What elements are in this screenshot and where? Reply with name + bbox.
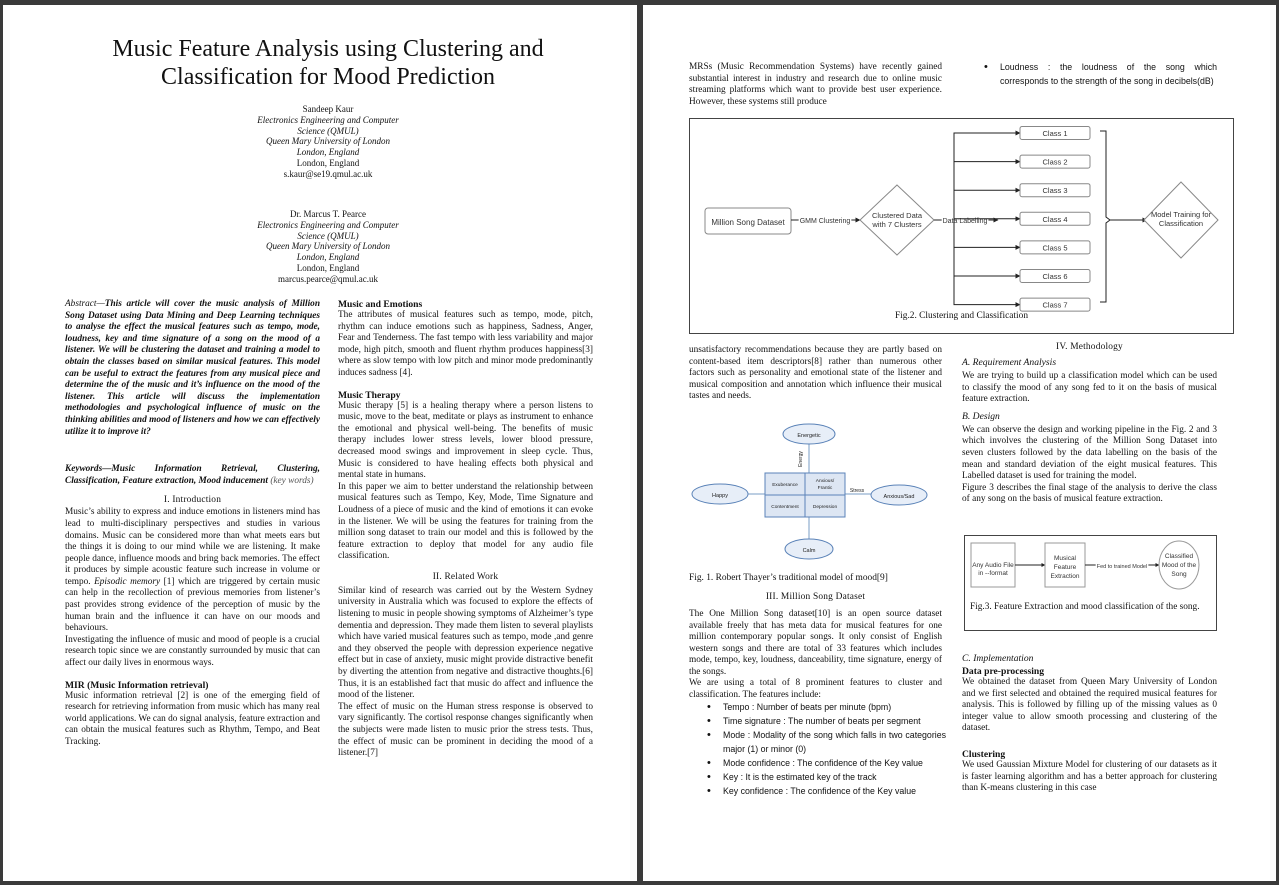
abstract-text: This article will cover the music analysis of Million Song Dataset using Data Mining and Deep Learning techniques to analyse the effect the musical features such as tempo, mode, loudness, key and time signature of a song on the mood of a listener. We will be clustering the dataset and training a model to obtain the classes based on similar musical features. This model can be useful to extract the features from any musical piece and determine the of the music and it’s influence on the mood of the listener. This article will discuss the implementation methodologies and psychological influence of music on the thinking abilities and mood of listeners and how we can effectively utilize it to improve it? xyxy=(65,299,320,437)
page-2 xyxy=(643,5,1276,881)
unsatisfactory-paragraph: unsatisfactory recommendations because they are partly based on content-based item descriptors[8] rather than numerous other factors such as personality and emotional state of the listener and musical composition and annotation which influence their musical tastes and needs. xyxy=(689,345,942,402)
design-paragraph: We can observe the design and working pipeline in the Fig. 2 and 3 which involves the clustering of the Million Song Dataset into seven clusters followed by the data labelling on the basis of the mean and standard deviation of the eight musical features. This Labelled dataset is used for training the model. xyxy=(962,424,1217,482)
fig2-class-label: Class 6 xyxy=(1042,272,1068,281)
feature-item: • Time signature : The number of beats per segment xyxy=(703,714,946,728)
msd-paragraph: The One Million Song dataset[10] is an open source dataset available freely that has meta data for musical features for one million contemporary popular songs. It only consist of English western songs and there are total of 33 features which includes mode, tempo, key, loudness, danceability, time signature, energy of the songs. xyxy=(689,609,942,677)
fig2-cluster-label: Clustered Data xyxy=(871,211,923,220)
loudness-list xyxy=(980,61,1217,88)
fig1-axis-stress: Stress xyxy=(849,488,865,494)
author-block-2 xyxy=(228,209,428,285)
author-name: Dr. Marcus T. Pearce xyxy=(290,209,366,219)
subheading-implementation: C. Implementation xyxy=(962,653,1034,664)
requirement-paragraph: We are trying to build up a classification model which can be used to classify the mood of any song fed to it on the basis of musical feature extraction. xyxy=(962,371,1217,405)
section-heading-introduction: I. Introduction xyxy=(163,495,222,506)
fig3-output-label: Mood of the xyxy=(1161,562,1197,569)
author-email: s.kaur@se19.qmul.ac.uk xyxy=(283,168,373,179)
author-email: marcus.pearce@qmul.ac.uk xyxy=(278,273,378,284)
feature-item: • Mode confidence : The confidence of the Key value xyxy=(703,756,946,770)
author-block-1 xyxy=(228,104,428,180)
fig3-middle-label: Extraction xyxy=(1050,573,1080,580)
fig3-output-label: Classified xyxy=(1164,553,1194,560)
figure-2 xyxy=(689,118,1234,334)
feature-item-loudness: • Loudness : the loudness of the song which corresponds to the strength of the song in decibels(dB) xyxy=(980,61,1217,88)
fig2-class-fan xyxy=(954,127,1090,312)
author-affiliation: London, England xyxy=(296,252,360,263)
intro-text-cont: [1] which are triggered by certain music can help in the recollection of previous memories from listener’s past provides strong evidence of the perception of music by the human brain and the influence it can have on our moods and behaviours. xyxy=(65,576,321,634)
fig2-class-edge xyxy=(954,190,1020,220)
related-paragraph-2: The effect of music on the Human stress response is observed to vary significantly. The cortisol response changes significantly when the subjects were made listen to music prior the stress tests. Thus, the effect of music can be prominent in deciding the mood of a listener.[7] xyxy=(338,701,593,759)
fig2-caption: Fig.2. Clustering and Classification xyxy=(894,311,1029,321)
fig2-cluster-label: with 7 Clusters xyxy=(872,220,922,229)
intro-paragraph-2: Investigating the influence of music and mood of people is a crucial research topic since we are constantly surrounded by music that can affect our daily lives in enormous ways. xyxy=(65,634,320,669)
fig3-input-label: in --format xyxy=(978,570,1008,577)
design-paragraph-2: Figure 3 describes the final stage of the analysis to derive the class of any song on the basis of musical feature extraction. xyxy=(962,482,1217,505)
fig3-output-label: Song xyxy=(1171,571,1187,578)
mir-paragraph: Music information retrieval [2] is one of the emerging field of research for retrieving information from music which has many real world applications. We can do signal analysis, feature extraction and can obtain the musical features such as Rhythm, Tempo, and Beat Tracking. xyxy=(65,690,320,747)
intro-paragraph xyxy=(65,507,320,635)
fig1-label-anxious-sad: Anxious/Sad xyxy=(883,494,915,500)
fig1-label-energetic: Energetic xyxy=(797,433,821,439)
fig2-brace xyxy=(1100,131,1110,302)
fig2-class-label: Class 5 xyxy=(1042,243,1068,253)
figure-3 xyxy=(964,535,1217,631)
section-heading-msd: III. Million Song Dataset xyxy=(765,592,866,602)
feature-item: • Mode : Modality of the song which falls in two categories major (1) or minor (0) xyxy=(703,728,946,756)
section-heading-related-work: II. Related Work xyxy=(432,571,499,582)
author-location: London, England xyxy=(296,157,360,168)
fig1-diagram xyxy=(689,413,944,563)
msd-paragraph-2: We are using a total of 8 prominent features to cluster and classification. The features include: xyxy=(689,678,942,700)
fig3-diagram xyxy=(965,536,1216,598)
fig1-label-depression: Depression xyxy=(812,505,838,510)
therapy-paragraph: Music therapy [5] is a healing therapy where a person listens to music, move to the beat, meditate or plays as instrument to enhance the emotional and physical well-being. The benefits of music therapy includes lower stress levels, lower blood pressure, decreased mood swings and improvement in sleep cycle. Thus, Music is considered to have healing effects both physical and mental state in humans. xyxy=(338,400,593,481)
author-location: London, England xyxy=(296,262,360,273)
mrs-paragraph: MRSs (Music Recommendation Systems) have recently gained substantial interest in industry and research due to online music streaming platforms which want to provide best user experience. However, these systems still produce xyxy=(689,62,942,107)
author-affiliation: Science (QMUL) xyxy=(297,230,359,241)
feature-item: • Key : It is the estimated key of the track xyxy=(703,770,946,784)
fig2-diagram xyxy=(690,119,1233,333)
fig2-target-label: Classification xyxy=(1158,219,1204,228)
intro-text: Music’s ability to express and induce emotions in listeners mind has lead to multi-disciplinary perspectives and studies in various domains. Music can be considered more than what meets ears but the things it is doing to our mind while we are listening. It make people dance, influence moods and bring back memories. The effect it produces by simple acoustic feature such increase in volume or tempo. xyxy=(65,507,320,587)
fig1-axis-energy: Energy xyxy=(798,451,804,467)
section-heading-methodology: IV. Methodology xyxy=(1056,342,1123,352)
fig2-class-label: Class 3 xyxy=(1042,186,1068,196)
subheading-mir: MIR (Music Information retrieval) xyxy=(65,679,209,691)
fig2-edge-label: GMM Clustering xyxy=(799,218,851,225)
fig2-source-label: Million Song Dataset xyxy=(711,218,785,227)
subheading-design: B. Design xyxy=(962,410,1000,422)
fig1-label-frantic: Frantic xyxy=(817,486,833,491)
emotions-paragraph: The attributes of musical features such as tempo, mode, pitch, rhythm can induce emotions such as happiness, Sadness, Anger, Fear and Tenderness. The fast tempo with less variability and major mode, high pitch, smooth and fluent rhythm produces happiness[3] where as slow tempo with low pitch and minor mode predominantly induces sadness [4]. xyxy=(338,310,593,378)
right-column-3 xyxy=(962,653,1217,795)
abstract xyxy=(65,299,320,438)
author-affiliation: Electronics Engineering and Computer xyxy=(257,114,399,125)
therapy-paragraph-2: In this paper we aim to better understand the relationship between musical features such as Tempo, Key, Mode, Time Signature and Loudness of a piece of music and the kind of emotions it can evoke in the listener. We will be using the features for training from the million song dataset to train our model and this is followed by the feature extraction to deploy that model for any audio file classification. xyxy=(338,481,593,562)
right-column-2 xyxy=(962,342,1217,506)
keywords-tail: (key words) xyxy=(270,475,314,486)
fig1-caption: Fig. 1. Robert Thayer’s traditional model of mood[9] xyxy=(689,573,888,583)
page-1 xyxy=(3,5,637,881)
author-affiliation: Science (QMUL) xyxy=(297,125,359,136)
author-affiliation: Electronics Engineering and Computer xyxy=(257,219,399,230)
subheading-clustering: Clustering xyxy=(962,748,1006,760)
preprocessing-paragraph: We obtained the dataset from Queen Mary University of London and we first selected and obtained the required musical features for analysis. This is followed by filling up of the missing values as 0 integer value to allow smooth processing and clustering of the dataset. xyxy=(962,677,1217,734)
fig3-middle-label: Feature xyxy=(1053,564,1077,571)
intro-emphasis: Episodic memory xyxy=(94,576,161,587)
figure-1 xyxy=(689,413,944,583)
fig3-caption: Fig.3. Feature Extraction and mood classification of the song. xyxy=(970,602,1200,612)
fig2-class-label: Class 4 xyxy=(1042,214,1068,224)
feature-item: • Tempo : Number of beats per minute (bpm) xyxy=(703,700,946,714)
author-affiliation: Queen Mary University of London xyxy=(266,241,390,252)
feature-item: • Key confidence : The confidence of the Key value xyxy=(703,784,946,798)
fig3-input-label: Any Audio File xyxy=(972,562,1014,569)
related-paragraph: Similar kind of research was carried out by the Western Sydney university in Australia which was focused to explore the effects of listening to music in people showing symptoms of Alzheimer’s type dementia and depression. They made them listen to several playlists which have varied musical features such as tempo, mode ,and genre and they observed the people with depression experience negative effect but in case of anxiety, music might provide distractive benefit by diverting the attention from negative and distractive thoughts.[6] Thus, it is an established fact that music do affect and influence the mood of the listener. xyxy=(338,585,593,701)
fig1-label-happy: Happy xyxy=(712,493,728,499)
fig2-class-edge xyxy=(954,220,1020,305)
fig2-class-edge xyxy=(954,133,1020,220)
subheading-requirement: A. Requirement Analysis xyxy=(962,357,1057,368)
author-name: Sandeep Kaur xyxy=(302,104,354,114)
subheading-music-emotions: Music and Emotions xyxy=(338,299,423,310)
fig1-label-anxious: Anxious/ xyxy=(815,479,835,484)
feature-list xyxy=(703,700,946,798)
fig2-target-label: Model Training for xyxy=(1150,210,1212,219)
fig1-quadrant-anxious xyxy=(805,473,845,495)
fig1-label-exuberance: Exuberance xyxy=(772,483,798,488)
fig2-class-label: Class 7 xyxy=(1042,300,1068,310)
keywords xyxy=(65,464,320,487)
fig2-class-label: Class 2 xyxy=(1042,157,1068,167)
keywords-text: Music Information Retrieval, Clustering, Classification, Feature extraction, Mood inducement xyxy=(65,464,320,486)
author-affiliation: London, England xyxy=(296,147,360,158)
fig2-class-edge xyxy=(954,162,1020,220)
fig3-middle-label: Musical xyxy=(1053,555,1077,562)
right-column xyxy=(338,299,593,760)
author-affiliation: Queen Mary University of London xyxy=(266,136,390,147)
keywords-label: Keywords— xyxy=(65,464,112,475)
fig2-class-label: Class 1 xyxy=(1042,129,1068,138)
fig2-edge-label: Data Labelling xyxy=(942,218,988,225)
fig3-edge-label: Fed to trained Model xyxy=(1096,564,1148,570)
left-column xyxy=(65,299,320,749)
subheading-music-therapy: Music Therapy xyxy=(338,389,401,401)
paper-title: Music Feature Analysis using Clustering and Classification for Mood Prediction xyxy=(112,36,544,90)
fig1-label-calm: Calm xyxy=(802,548,816,554)
abstract-label: Abstract— xyxy=(65,299,105,309)
subheading-preprocessing: Data pre-processing xyxy=(962,666,1044,677)
clustering-paragraph: We used Gaussian Mixture Model for clustering of our datasets as it is faster learning algorithm and has a better approach for clustering than K-means clustering in this case xyxy=(962,759,1217,794)
fig2-class-edge xyxy=(954,220,1020,276)
fig1-label-contentment: Contentment xyxy=(771,505,799,510)
